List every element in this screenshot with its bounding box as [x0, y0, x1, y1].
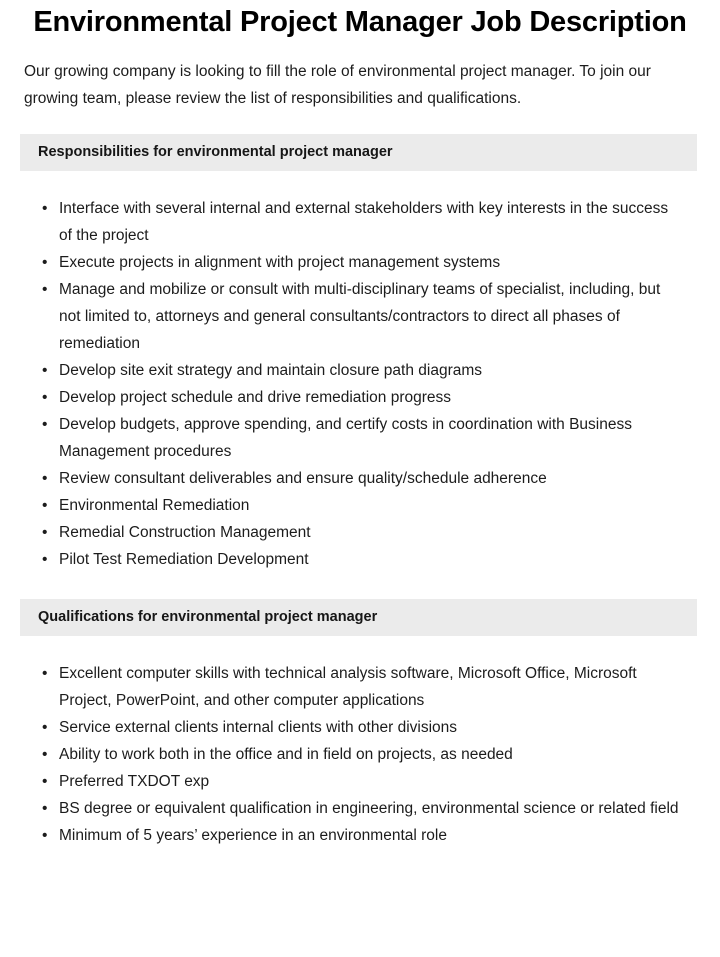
list-item-text: Interface with several internal and external stakeholders with key interests in the success of the project — [59, 200, 669, 244]
list-item-text: Preferred TXDOT exp — [59, 773, 210, 790]
bullet-icon: • — [42, 524, 48, 541]
list-item-text: Execute projects in alignment with project management systems — [59, 254, 501, 271]
list-item-text: Remedial Construction Management — [59, 524, 311, 541]
list-item-text: Develop budgets, approve spending, and certify costs in coordination with Business Management procedures — [59, 416, 632, 460]
bullet-icon: • — [42, 470, 48, 487]
bullet-icon: • — [42, 719, 48, 736]
section-heading-qualifications: Qualifications for environmental project manager — [20, 599, 697, 636]
bullet-icon: • — [42, 551, 48, 568]
list-item-text: Service external clients internal clients with other divisions — [59, 719, 458, 736]
list-item — [0, 357, 720, 384]
list-item-text: Ability to work both in the office and in field on projects, as needed — [59, 746, 513, 763]
bullet-icon: • — [42, 746, 48, 763]
list-item — [0, 411, 720, 465]
bullet-icon: • — [42, 800, 48, 817]
bullet-icon: • — [42, 362, 48, 379]
list-item — [0, 822, 720, 849]
list-item — [0, 195, 720, 249]
bullet-icon: • — [42, 254, 48, 271]
intro-paragraph: Our growing company is looking to fill the role of environmental project manager. To join our growing team, please review the list of responsibilities and qualifications. — [24, 63, 651, 107]
list-item — [0, 465, 720, 492]
list-item — [0, 741, 720, 768]
bullet-icon: • — [42, 827, 48, 844]
section-responsibilities — [0, 134, 720, 573]
list-item — [0, 276, 720, 357]
list-item — [0, 660, 720, 714]
qualifications-list — [0, 636, 720, 849]
bullet-icon: • — [42, 200, 48, 217]
list-item-text: Excellent computer skills with technical analysis software, Microsoft Office, Microsoft Project, PowerPoint, and other computer applications — [59, 665, 637, 709]
section-qualifications — [0, 599, 720, 849]
list-item — [0, 714, 720, 741]
list-item-text: BS degree or equivalent qualification in engineering, environmental science or related field — [59, 800, 679, 817]
bullet-icon: • — [42, 665, 48, 682]
list-item-text: Review consultant deliverables and ensure quality/schedule adherence — [59, 470, 547, 487]
list-item — [0, 492, 720, 519]
bullet-icon: • — [42, 773, 48, 790]
list-item-text: Pilot Test Remediation Development — [59, 551, 309, 568]
list-item-text: Develop project schedule and drive remediation progress — [59, 389, 452, 406]
list-item — [0, 768, 720, 795]
bullet-icon: • — [42, 416, 48, 433]
list-item-text: Develop site exit strategy and maintain closure path diagrams — [59, 362, 483, 379]
page-title: Environmental Project Manager Job Description — [33, 6, 687, 38]
list-item — [0, 249, 720, 276]
responsibilities-list — [0, 171, 720, 573]
bullet-icon: • — [42, 281, 48, 298]
section-heading-responsibilities: Responsibilities for environmental project manager — [20, 134, 697, 171]
list-item-text: Environmental Remediation — [59, 497, 250, 514]
list-item — [0, 795, 720, 822]
list-item — [0, 384, 720, 411]
bullet-icon: • — [42, 389, 48, 406]
list-item-text: Minimum of 5 years’ experience in an environmental role — [59, 827, 447, 844]
list-item — [0, 546, 720, 573]
list-item — [0, 519, 720, 546]
bullet-icon: • — [42, 497, 48, 514]
list-item-text: Manage and mobilize or consult with multi-disciplinary teams of specialist, including, but not limited to, attorneys and general consultants/contractors to direct all phases of remediation — [59, 281, 661, 352]
